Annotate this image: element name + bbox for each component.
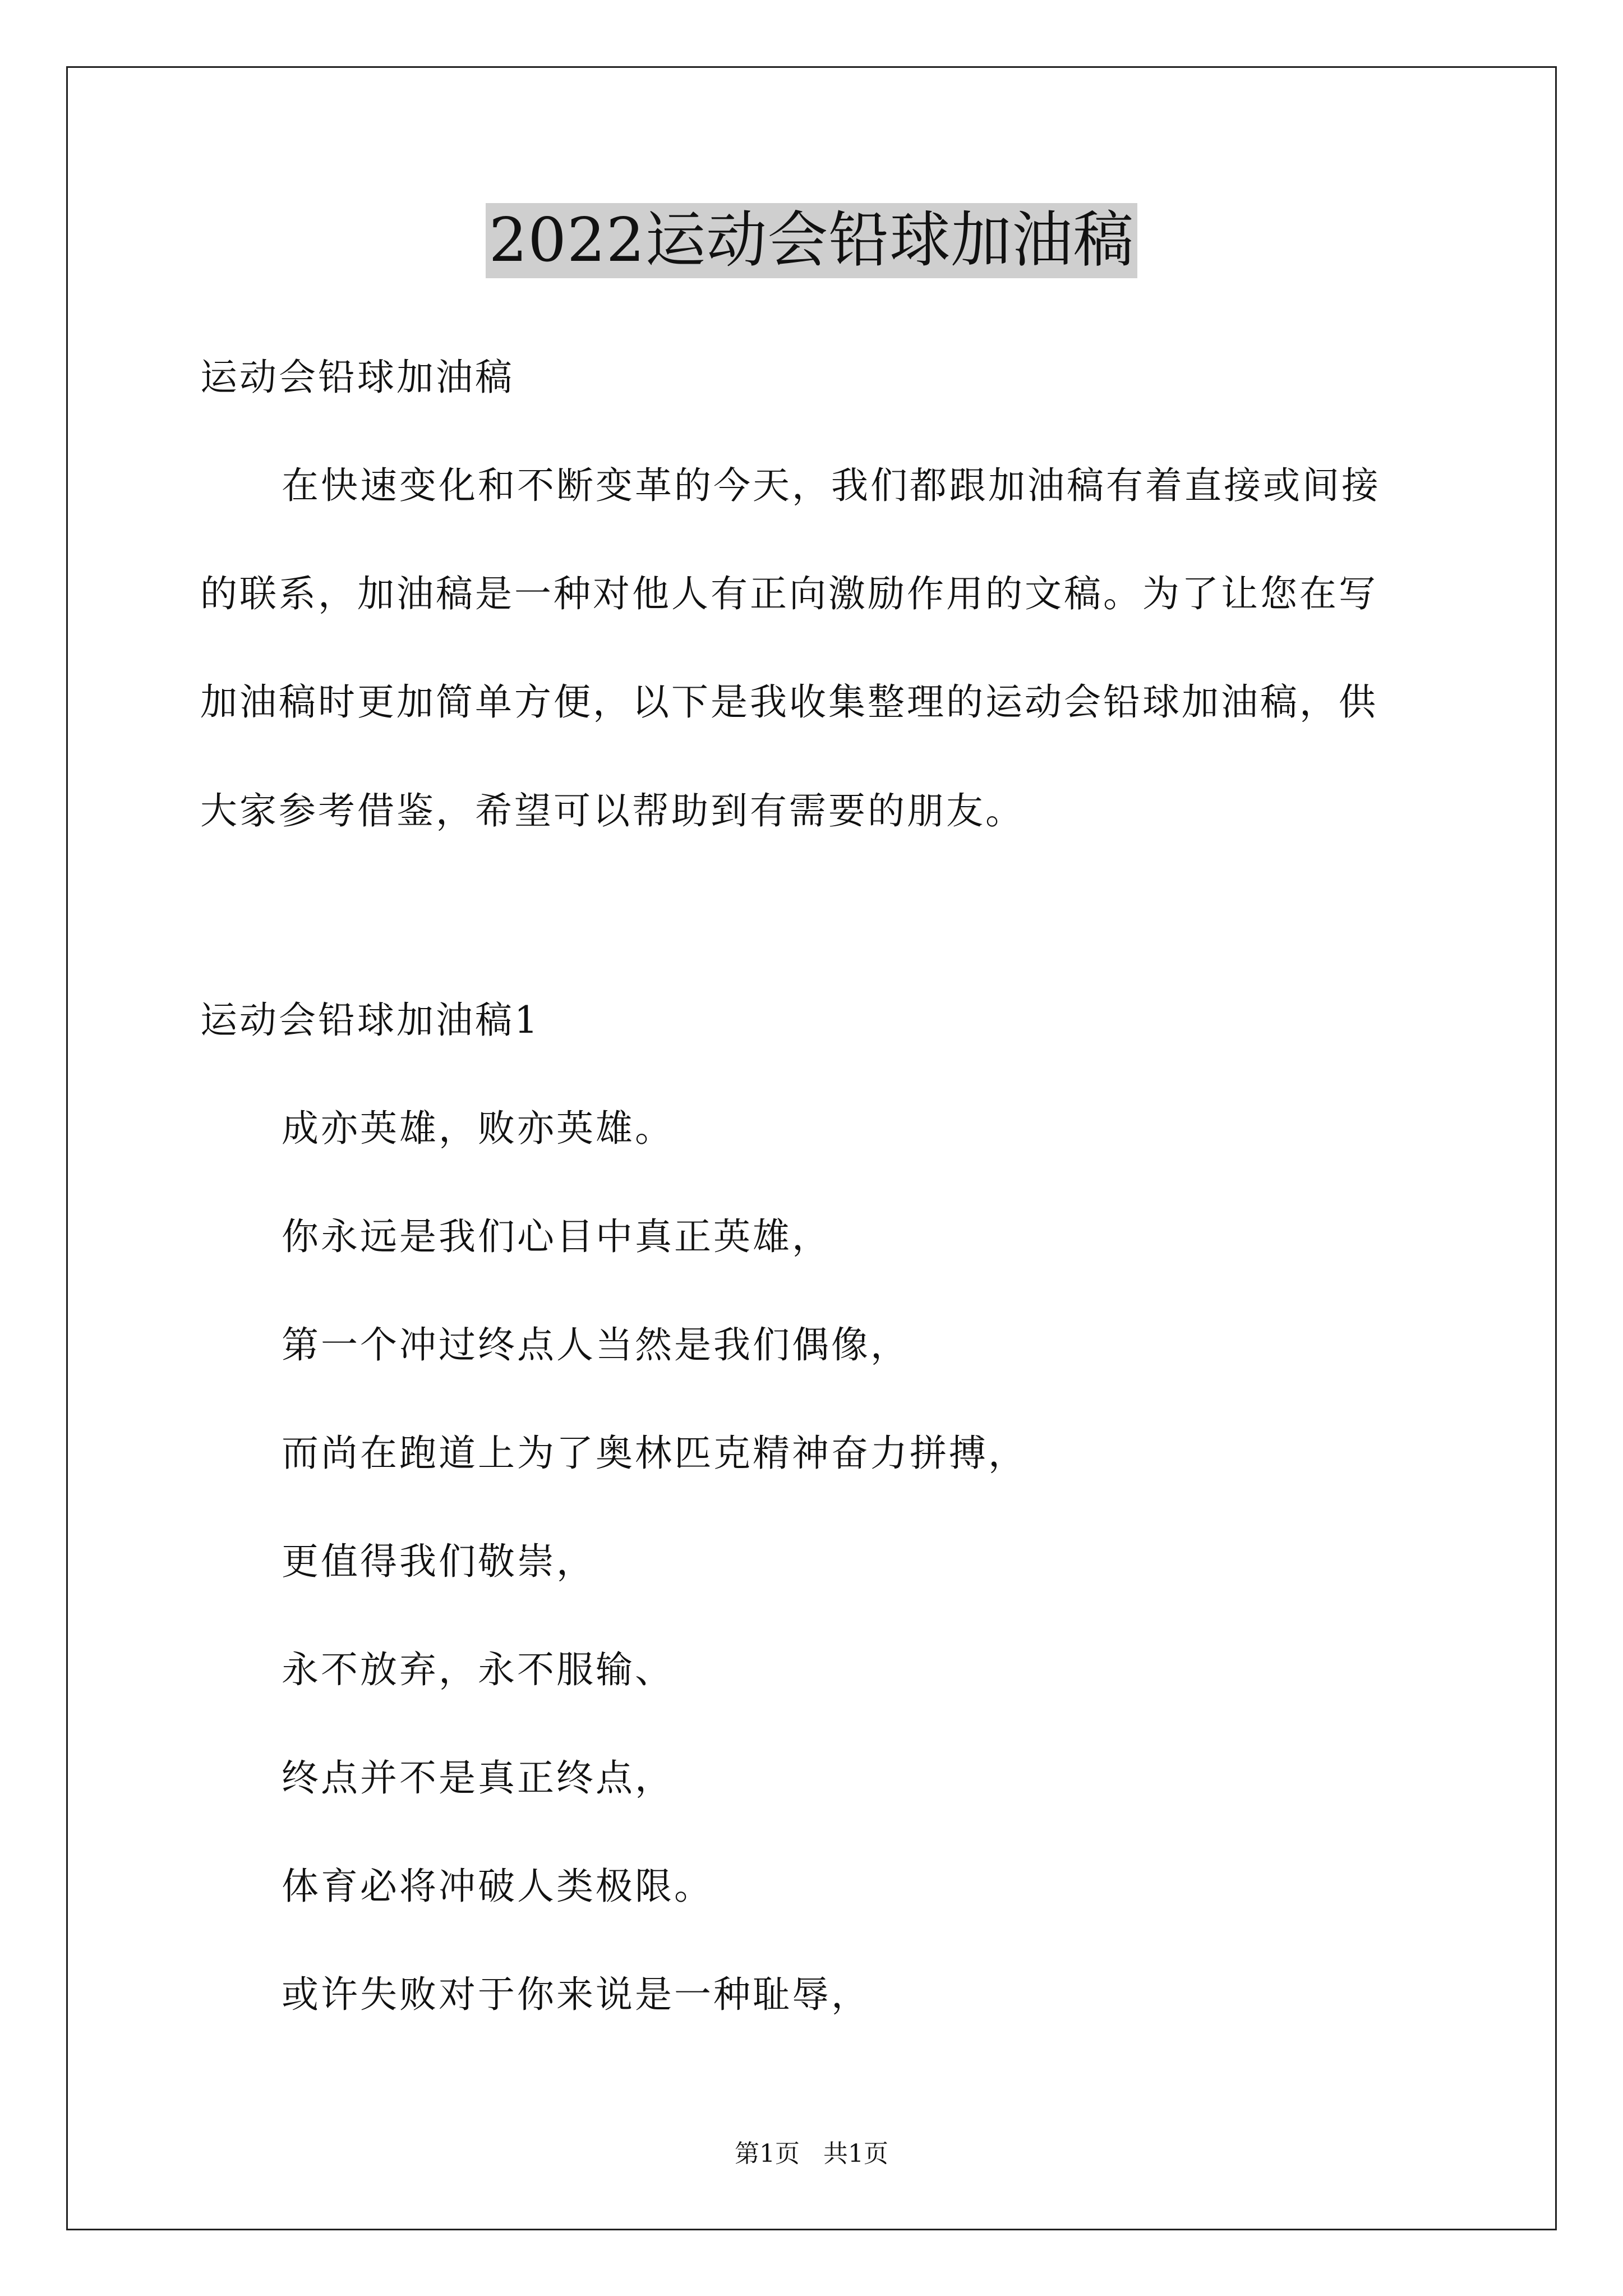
page-number: 第1页 [735, 2139, 800, 2168]
poem-line: 更值得我们敬崇， [282, 1540, 596, 1583]
intro-line-1: 在快速变化和不断变革的今天，我们都跟加油稿有着直接或间接 [282, 464, 1381, 507]
subtitle: 运动会铅球加油稿 [200, 356, 514, 399]
poem-line: 第一个冲过终点人当然是我们偶像， [282, 1323, 910, 1366]
poem-line: 终点并不是真正终点， [282, 1756, 674, 1800]
intro-line-2: 的联系，加油稿是一种对他人有正向激励作用的文稿。为了让您在写 [200, 572, 1378, 615]
intro-line-4: 大家参考借鉴，希望可以帮助到有需要的朋友。 [200, 789, 1025, 832]
poem-line: 你永远是我们心目中真正英雄， [282, 1215, 831, 1258]
poem-line: 永不放弃，永不服输、 [282, 1648, 674, 1691]
title-container [0, 203, 1623, 278]
page-footer [0, 2137, 1623, 2171]
poem-line: 或许失败对于你来说是一种耻辱， [282, 1973, 870, 2016]
poem-line: 体育必将冲破人类极限。 [282, 1865, 713, 1908]
page-total: 共1页 [823, 2139, 888, 2168]
intro-line-3: 加油稿时更加简单方便，以下是我收集整理的运动会铅球加油稿，供 [200, 680, 1378, 724]
document-title: 2022运动会铅球加油稿 [486, 203, 1138, 278]
poem-line: 成亦英雄，败亦英雄。 [282, 1107, 674, 1150]
poem-line: 而尚在跑道上为了奥林匹克精神奋力拼搏， [282, 1432, 1027, 1475]
section-heading: 运动会铅球加油稿1 [200, 999, 540, 1042]
